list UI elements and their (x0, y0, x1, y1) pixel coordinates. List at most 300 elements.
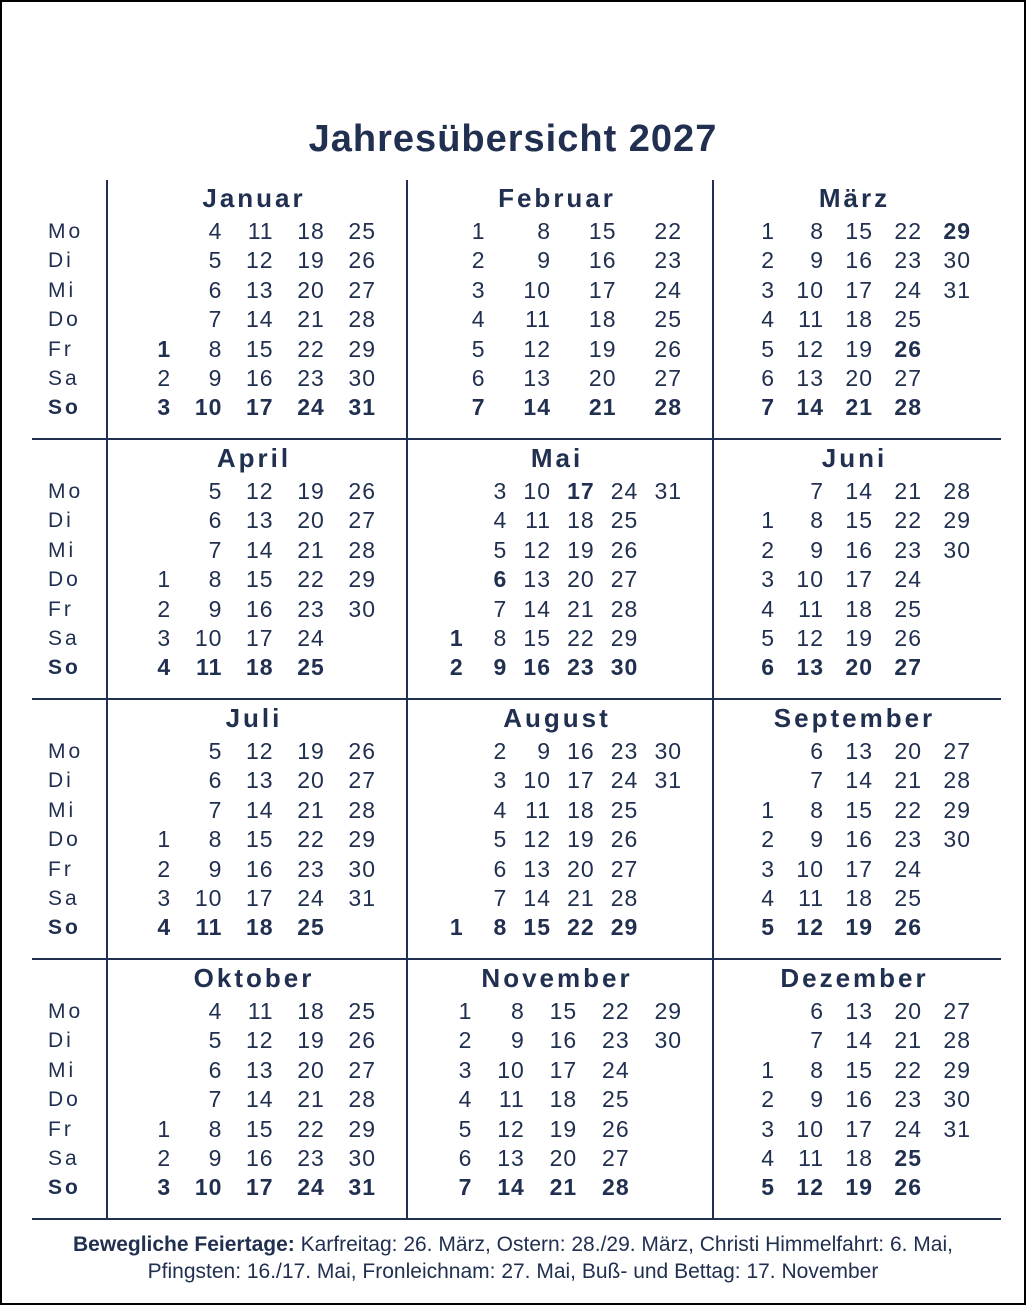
day-cell-holiday: 25 (297, 914, 325, 941)
day-cell-holiday: 1 (449, 914, 464, 941)
day-cell: 23 (297, 1144, 325, 1171)
month-name: März (818, 183, 891, 213)
day-cell: 27 (943, 998, 971, 1024)
day-cell: 1 (761, 218, 775, 244)
day-cell: 26 (610, 536, 639, 563)
page-title: Jahresübersicht 2027 (308, 118, 718, 160)
day-cell: 9 (208, 855, 223, 882)
day-cell: 8 (511, 998, 525, 1024)
week-day-row (120, 536, 376, 565)
day-cell: 1 (157, 1115, 172, 1142)
day-cell-empty (420, 595, 464, 624)
day-cell: 27 (894, 364, 922, 391)
day-cell: 9 (537, 738, 552, 764)
day-cell: 21 (297, 1086, 325, 1113)
day-cell: 2 (761, 826, 775, 853)
weekday-label: Fr (48, 857, 74, 881)
day-cell-holiday: 10 (194, 1174, 223, 1201)
day-cell-holiday: 29 (610, 914, 639, 941)
weekday-label: Mi (48, 538, 77, 562)
day-cell-empty (420, 565, 464, 594)
day-cell: 18 (297, 998, 325, 1024)
weekday-labels-column (32, 700, 106, 958)
day-cell: 31 (943, 1115, 971, 1142)
day-cell: 19 (567, 826, 595, 853)
day-cell: 3 (761, 276, 775, 303)
day-cell: 29 (943, 1056, 971, 1083)
day-cell: 15 (246, 335, 274, 362)
month-row-block (32, 440, 1001, 700)
day-cell: 20 (297, 1056, 325, 1083)
weekday-label: Mi (48, 1058, 77, 1082)
week-day-row (420, 913, 682, 942)
day-cell: 28 (348, 536, 377, 563)
movable-holidays-note (2, 1231, 1024, 1285)
day-cell: 9 (208, 595, 223, 622)
day-cell: 12 (246, 478, 274, 504)
week-day-row (726, 624, 971, 653)
day-cell: 18 (588, 306, 617, 333)
day-cell: 11 (247, 998, 274, 1024)
day-cell: 11 (247, 218, 274, 244)
day-cell-holiday: 29 (943, 218, 971, 244)
day-cell: 8 (810, 1056, 824, 1083)
weekday-label: So (48, 1176, 81, 1200)
day-cell: 24 (894, 276, 922, 303)
day-cell: 25 (602, 1086, 630, 1113)
day-cell-holiday: 28 (894, 394, 922, 421)
day-cell: 18 (297, 218, 325, 244)
day-cell: 13 (796, 364, 824, 391)
day-cell-empty (420, 737, 464, 766)
day-cell-holiday: 23 (567, 654, 595, 681)
month-name: September (773, 703, 936, 733)
week-day-row (726, 653, 971, 682)
day-cell: 28 (610, 884, 639, 911)
day-cell: 9 (810, 1086, 824, 1113)
day-cell: 17 (845, 566, 873, 593)
day-cell: 6 (810, 998, 824, 1024)
day-cell-holiday: 28 (602, 1174, 630, 1201)
day-cell: 5 (208, 478, 223, 504)
week-day-row (726, 335, 971, 364)
day-cell-empty (420, 855, 464, 884)
day-cell: 10 (523, 478, 552, 504)
day-cell: 9 (537, 247, 551, 274)
day-cell: 12 (246, 1027, 274, 1054)
day-cell: 27 (654, 364, 682, 391)
week-day-row (420, 565, 682, 594)
day-cell-empty (120, 477, 171, 506)
day-cell: 17 (845, 855, 873, 882)
week-day-row (726, 305, 971, 334)
day-cell-empty (420, 825, 464, 854)
day-cell: 21 (894, 478, 922, 504)
day-cell: 22 (297, 335, 325, 362)
day-cell: 30 (348, 595, 377, 622)
day-cell: 17 (845, 276, 873, 303)
day-cell: 23 (297, 855, 325, 882)
day-cell: 17 (567, 767, 595, 794)
day-cell: 10 (523, 276, 551, 303)
day-cell-holiday: 11 (196, 914, 223, 941)
day-cell: 13 (246, 507, 274, 534)
day-cell: 8 (810, 218, 824, 244)
day-cell: 10 (796, 566, 824, 593)
day-cell: 10 (194, 624, 223, 651)
week-day-row (726, 913, 971, 942)
day-cell-empty (120, 276, 171, 305)
day-cell-holiday: 24 (297, 1174, 325, 1201)
day-cell: 1 (471, 218, 486, 244)
day-cell: 26 (348, 247, 377, 274)
day-cell: 24 (894, 1115, 922, 1142)
day-cell-holiday: 7 (761, 394, 775, 421)
day-cell: 27 (348, 507, 377, 534)
day-cell: 11 (798, 884, 824, 911)
day-cell: 26 (348, 738, 377, 764)
day-cell-holiday: 5 (761, 1174, 775, 1201)
day-cell: 2 (157, 595, 172, 622)
weekday-labels-column (32, 180, 106, 438)
month-row-block (32, 180, 1001, 440)
day-cell: 11 (798, 306, 824, 333)
day-cell-empty (325, 624, 376, 653)
day-cell-empty (120, 217, 171, 246)
day-cell: 14 (845, 1027, 873, 1054)
day-cell-holiday: 22 (567, 914, 595, 941)
day-cell: 19 (297, 247, 325, 274)
week-day-row (120, 1173, 376, 1202)
day-cell: 27 (610, 566, 639, 593)
day-cell: 7 (810, 767, 824, 794)
day-cell: 17 (246, 884, 274, 911)
day-cell-empty (922, 884, 971, 913)
week-day-row (726, 825, 971, 854)
day-cell: 3 (493, 767, 508, 794)
week-day-row (120, 1144, 376, 1173)
day-cell: 5 (761, 335, 775, 362)
day-cell: 3 (493, 478, 508, 504)
week-day-row (420, 1173, 682, 1202)
day-cell: 26 (610, 826, 639, 853)
day-cell-holiday: 6 (493, 566, 508, 593)
day-cell-holiday: 11 (196, 654, 223, 681)
day-cell: 20 (297, 507, 325, 534)
month-april (106, 440, 406, 698)
day-cell-holiday: 13 (796, 654, 824, 681)
day-cell: 13 (246, 767, 274, 794)
week-day-row (120, 276, 376, 305)
day-cell-holiday: 17 (567, 478, 595, 504)
week-day-row (120, 1056, 376, 1085)
day-cell-holiday: 26 (894, 1174, 922, 1201)
day-cell: 7 (208, 1086, 223, 1113)
day-cell: 23 (297, 595, 325, 622)
day-cell-holiday: 27 (894, 654, 922, 681)
week-day-row (120, 825, 376, 854)
day-cell: 4 (493, 796, 508, 823)
day-cell: 29 (348, 1115, 377, 1142)
day-cell: 22 (654, 218, 682, 244)
month-name: April (216, 443, 292, 473)
week-day-row (420, 276, 682, 305)
day-cell: 8 (537, 218, 551, 244)
day-cell-empty (630, 1056, 682, 1085)
day-cell: 4 (761, 306, 775, 333)
day-cell: 23 (654, 247, 682, 274)
week-day-row (726, 217, 971, 246)
day-cell: 8 (208, 826, 223, 853)
day-cell: 29 (943, 796, 971, 823)
day-cell-empty (638, 913, 682, 942)
day-cell: 16 (567, 738, 595, 764)
day-cell-empty (922, 305, 971, 334)
week-day-row (120, 766, 376, 795)
day-cell: 26 (654, 335, 682, 362)
month-row-block (32, 700, 1001, 960)
week-day-row (120, 364, 376, 393)
week-day-row (420, 335, 682, 364)
weekday-label: Fr (48, 1117, 74, 1141)
week-day-row (420, 305, 682, 334)
day-cell: 25 (348, 998, 377, 1024)
day-cell: 14 (845, 767, 873, 794)
day-cell-holiday: 12 (796, 1174, 824, 1201)
day-cell: 4 (458, 1086, 473, 1113)
day-cell: 23 (894, 536, 922, 563)
day-cell: 20 (297, 276, 325, 303)
day-cell: 28 (610, 595, 639, 622)
day-cell-holiday: 20 (845, 654, 873, 681)
day-cell-empty (420, 766, 464, 795)
day-cell: 11 (498, 1086, 525, 1113)
day-cell: 24 (610, 767, 639, 794)
day-cell: 24 (654, 276, 682, 303)
day-cell: 27 (610, 855, 639, 882)
week-day-row (420, 997, 682, 1026)
day-cell-holiday: 21 (588, 394, 617, 421)
day-cell: 22 (602, 998, 630, 1024)
day-cell: 9 (810, 536, 824, 563)
week-day-row (120, 305, 376, 334)
week-day-row (420, 737, 682, 766)
week-day-row (420, 624, 682, 653)
day-cell-holiday: 18 (246, 654, 274, 681)
day-cell-empty (638, 796, 682, 825)
week-day-row (420, 766, 682, 795)
day-cell: 1 (157, 826, 172, 853)
day-cell-empty (726, 477, 775, 506)
day-cell-holiday: 15 (523, 914, 552, 941)
day-cell-empty (638, 884, 682, 913)
day-cell-empty (420, 796, 464, 825)
day-cell: 25 (894, 306, 922, 333)
day-cell: 13 (246, 276, 274, 303)
day-cell: 28 (943, 1027, 971, 1054)
day-cell-empty (638, 536, 682, 565)
day-cell: 21 (297, 796, 325, 823)
day-cell: 28 (348, 306, 377, 333)
week-day-row (420, 536, 682, 565)
day-cell: 10 (796, 1115, 824, 1142)
day-cell: 20 (549, 1144, 578, 1171)
day-cell: 12 (796, 624, 824, 651)
day-cell-empty (638, 624, 682, 653)
day-cell-holiday: 14 (497, 1174, 525, 1201)
day-cell: 13 (497, 1144, 525, 1171)
day-cell: 12 (523, 536, 552, 563)
weekday-label: Mo (48, 220, 84, 243)
day-cell-empty (630, 1085, 682, 1114)
day-cell: 11 (798, 1144, 824, 1171)
day-cell: 29 (348, 335, 377, 362)
day-cell: 13 (246, 1056, 274, 1083)
day-cell: 21 (297, 306, 325, 333)
day-cell: 5 (761, 624, 775, 651)
day-cell: 31 (654, 478, 683, 504)
day-cell: 29 (348, 826, 377, 853)
day-cell: 30 (348, 1144, 377, 1171)
month-name: November (481, 963, 633, 993)
day-cell: 19 (297, 738, 325, 764)
day-cell: 25 (654, 306, 682, 333)
day-cell: 12 (246, 247, 274, 274)
day-cell-holiday: 19 (845, 914, 873, 941)
week-day-row (726, 1026, 971, 1055)
day-cell: 20 (894, 738, 922, 764)
day-cell: 29 (348, 566, 377, 593)
week-day-row (420, 855, 682, 884)
week-day-row (420, 1144, 682, 1173)
movable-holidays-line1 (2, 1231, 1024, 1258)
day-cell: 11 (798, 595, 824, 622)
day-cell: 1 (157, 566, 172, 593)
day-cell: 30 (943, 826, 971, 853)
weekday-label: So (48, 396, 81, 420)
day-cell-empty (922, 1173, 971, 1202)
day-cell: 27 (943, 738, 971, 764)
day-cell: 27 (348, 767, 377, 794)
week-day-row (420, 1026, 682, 1055)
day-cell: 15 (246, 1115, 274, 1142)
week-day-row (726, 1173, 971, 1202)
week-day-row (420, 1115, 682, 1144)
week-day-row (120, 335, 376, 364)
week-day-row (726, 737, 971, 766)
day-cell: 29 (943, 507, 971, 534)
day-cell: 15 (845, 507, 873, 534)
day-cell: 16 (246, 364, 274, 391)
day-cell: 31 (348, 884, 377, 911)
day-cell: 10 (796, 855, 824, 882)
day-cell: 23 (602, 1027, 630, 1054)
day-cell: 2 (458, 1027, 473, 1054)
weekday-label: Fr (48, 597, 74, 621)
day-cell: 4 (208, 998, 223, 1024)
day-cell-holiday: 8 (493, 914, 508, 941)
day-cell: 10 (523, 767, 552, 794)
week-day-row (726, 796, 971, 825)
day-cell-holiday: 17 (246, 394, 274, 421)
day-cell: 25 (348, 218, 377, 244)
month-september (712, 700, 1001, 958)
week-day-row (420, 884, 682, 913)
day-cell: 15 (588, 218, 617, 244)
week-day-row (120, 855, 376, 884)
week-day-row (726, 276, 971, 305)
day-cell: 15 (845, 218, 873, 244)
day-cell: 29 (654, 998, 683, 1024)
day-cell: 14 (246, 1086, 274, 1113)
day-cell: 4 (208, 218, 223, 244)
week-day-row (120, 796, 376, 825)
day-cell: 13 (523, 855, 552, 882)
day-cell: 23 (894, 1086, 922, 1113)
day-cell: 5 (493, 826, 508, 853)
day-cell: 1 (761, 1056, 775, 1083)
week-day-row (726, 536, 971, 565)
day-cell-holiday: 3 (157, 1174, 172, 1201)
day-cell-holiday: 10 (194, 394, 223, 421)
day-cell-empty (638, 565, 682, 594)
day-cell-empty (420, 536, 464, 565)
day-cell-empty (630, 1115, 682, 1144)
day-cell: 28 (943, 478, 971, 504)
day-cell-holiday: 2 (449, 654, 464, 681)
week-day-row (726, 565, 971, 594)
day-cell-empty (922, 335, 971, 364)
week-day-row (120, 506, 376, 535)
week-day-row (120, 1115, 376, 1144)
day-cell: 14 (523, 595, 552, 622)
day-cell: 3 (761, 855, 775, 882)
day-cell: 24 (297, 884, 325, 911)
week-day-row (726, 506, 971, 535)
day-cell: 30 (348, 855, 377, 882)
day-cell: 30 (654, 738, 683, 764)
day-cell: 7 (493, 595, 508, 622)
day-cell-holiday: 19 (845, 1174, 873, 1201)
day-cell: 28 (348, 796, 377, 823)
day-cell-holiday: 14 (796, 394, 824, 421)
day-cell: 1 (458, 998, 473, 1024)
weekday-label: Mo (48, 480, 84, 503)
month-name: Mai (530, 443, 584, 473)
day-cell: 14 (523, 884, 552, 911)
weekday-label: So (48, 656, 81, 680)
day-cell-holiday: 17 (246, 1174, 274, 1201)
day-cell: 27 (348, 1056, 377, 1083)
month-november (406, 960, 712, 1218)
day-cell: 21 (894, 1027, 922, 1054)
month-märz (712, 180, 1001, 438)
day-cell: 22 (894, 218, 922, 244)
day-cell-holiday: 26 (894, 335, 922, 362)
day-cell: 19 (845, 624, 873, 651)
day-cell: 7 (810, 478, 824, 504)
week-day-row (120, 565, 376, 594)
day-cell-holiday: 28 (654, 394, 682, 421)
month-name: Februar (498, 183, 616, 213)
movable-holidays-label: Bewegliche Feiertage: (73, 1233, 295, 1256)
day-cell: 16 (845, 1086, 873, 1113)
day-cell: 7 (208, 796, 223, 823)
day-cell-holiday: 4 (157, 654, 172, 681)
day-cell-empty (120, 536, 171, 565)
day-cell: 24 (610, 478, 639, 504)
day-cell: 4 (493, 507, 508, 534)
